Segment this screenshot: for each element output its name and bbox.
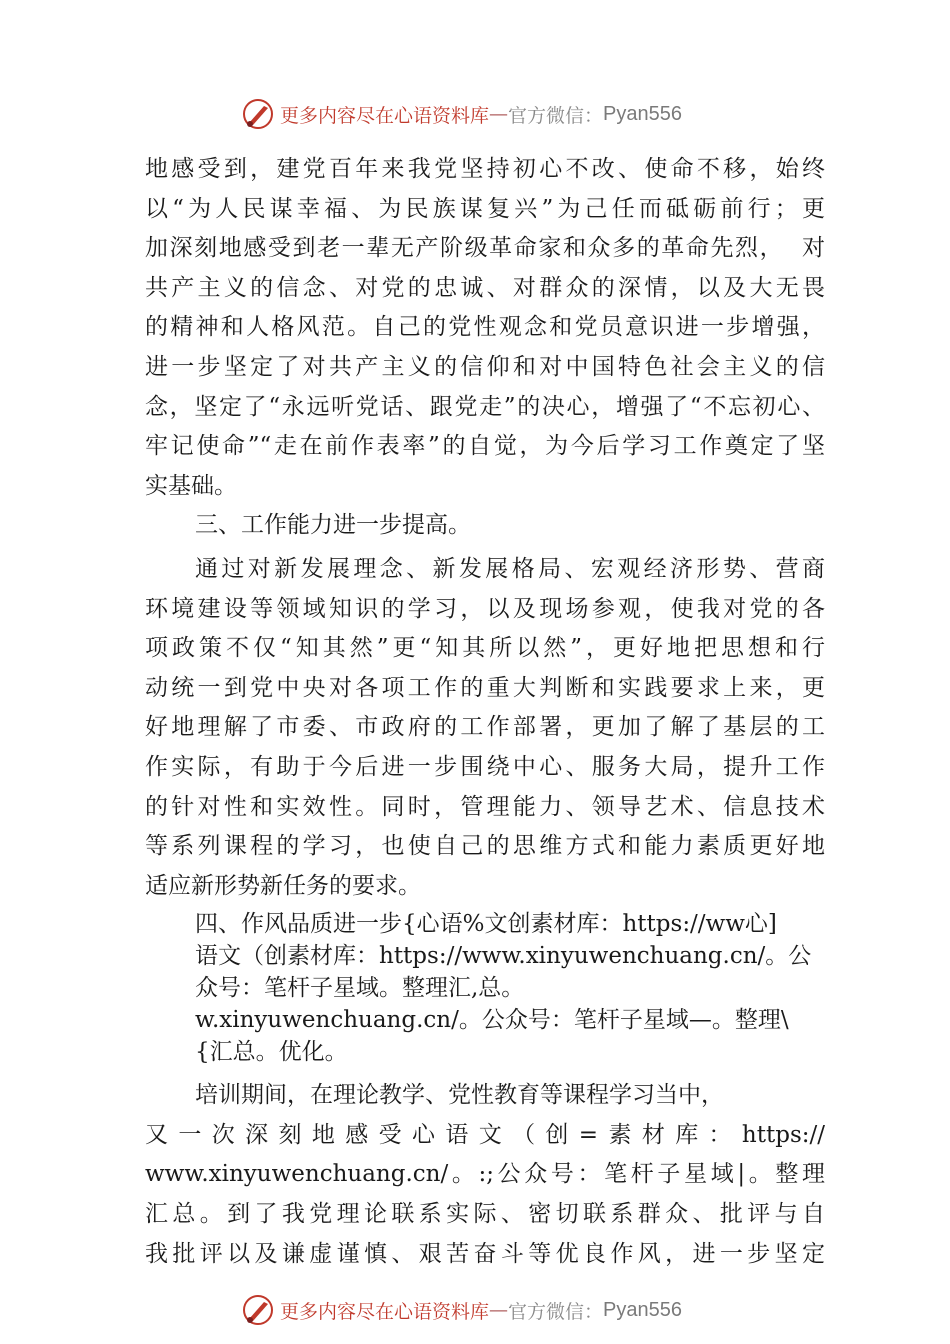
body-line: 好地理解了市委、市政府的工作部署，更加了解了基层的工 xyxy=(145,714,825,741)
body-line: 汇总。到了我党理论联系实际、密切联系群众、批评与自 xyxy=(145,1201,825,1228)
body-line: 通过对新发展理念、新发展格局、宏观经济形势、营商 xyxy=(195,555,825,582)
watermark-label: 官方微信： xyxy=(508,104,604,127)
body-line: 又一次深刻地感受心语文（创=素材库：https:// xyxy=(145,1121,825,1148)
watermark-text: 更多内容尽在心语资料库 xyxy=(280,104,490,127)
brush-logo-icon xyxy=(240,1292,276,1328)
body-line: 我批评以及谦虚谨慎、艰苦奋斗等优良作风，进一步坚定 xyxy=(145,1240,825,1267)
body-line: 适应新形势新任务的要求。 xyxy=(145,872,421,899)
body-line: 语文（创素材库：https://www.xinyuwenchuang.cn/。公 xyxy=(195,943,812,970)
body-line: 等系列课程的学习，也使自己的思维方式和能力素质更好地 xyxy=(145,833,825,860)
body-line: 实基础。 xyxy=(145,472,237,499)
body-line: 作实际，有助于今后进一步围绕中心、服务大局，提升工作 xyxy=(145,753,825,780)
section-heading: 三、工作能力进一步提高。 xyxy=(195,512,471,539)
body-line: 共产主义的信念、对党的忠诚、对群众的深情，以及大无畏 xyxy=(145,274,825,301)
body-line: 的精神和人格风范。自己的党性观念和党员意识进一步增强， xyxy=(145,314,825,341)
body-line: 以“为人民谋幸福、为民族谋复兴”为己任而砥砺前行；更 xyxy=(145,195,825,222)
body-line: 牢记使命”“走在前作表率”的自觉，为今后学习工作奠定了坚 xyxy=(145,433,825,460)
body-line: 进一步坚定了对共产主义的信仰和对中国特色社会主义的信 xyxy=(145,353,825,380)
body-line: w.xinyuwenchuang.cn/。公众号：笔杆子星域—。整理\ xyxy=(195,1007,789,1034)
body-line: {汇总。优化。 xyxy=(195,1039,348,1066)
body-line: 项政策不仅“知其然”更“知其所以然”，更好地把思想和行 xyxy=(145,635,825,662)
watermark-id: Pyan556 xyxy=(603,1298,682,1321)
body-line: 培训期间，在理论教学、党性教育等课程学习当中， xyxy=(195,1082,724,1109)
header-watermark xyxy=(240,94,682,134)
watermark-id: Pyan556 xyxy=(603,102,682,125)
brush-logo-icon xyxy=(240,96,276,132)
watermark-label: 官方微信： xyxy=(508,1300,604,1323)
watermark-text: 更多内容尽在心语资料库 xyxy=(280,1300,490,1323)
body-line: 环境建设等领域知识的学习，以及现场参观，使我对党的各 xyxy=(145,595,825,622)
body-line: 地感受到，建党百年来我党坚持初心不改、使命不移，始终 xyxy=(145,156,825,182)
section-heading: 四、作风品质进一步{心语%文创素材库：https://ww心] xyxy=(195,911,777,938)
body-line: 念，坚定了“永远听党话、跟党走”的决心，增强了“不忘初心、 xyxy=(145,393,825,420)
watermark-dash: — xyxy=(489,1299,509,1321)
body-line: 加深刻地感受到老一辈无产阶级革命家和众多的革命先烈， 对 xyxy=(145,235,825,262)
body-line: 的针对性和实效性。同时，管理能力、领导艺术、信息技术 xyxy=(145,793,825,820)
body-line: 众号：笔杆子星域。整理汇,总。 xyxy=(195,975,525,1002)
watermark-dash: — xyxy=(489,103,509,125)
document-body xyxy=(145,150,825,1274)
body-line: www.xinyuwenchuang.cn/。:;公众号：笔杆子星域|。整理 xyxy=(145,1161,825,1188)
footer-watermark xyxy=(240,1290,682,1330)
body-line: 动统一到党中央对各项工作的重大判断和实践要求上来，更 xyxy=(145,674,825,701)
